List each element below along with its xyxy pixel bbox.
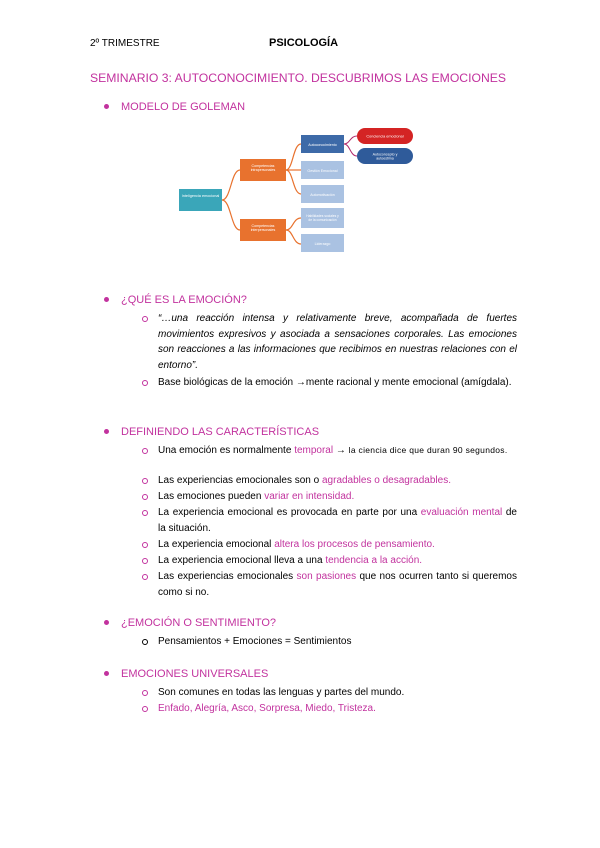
item-highlight: variar en intensidad. xyxy=(264,491,355,502)
section-que-es xyxy=(104,294,247,306)
bullet-icon xyxy=(104,671,109,676)
bullet-icon xyxy=(104,620,109,625)
tag-autoconcepto-label: Autoconcepto y autoestima xyxy=(372,152,398,161)
quote-text: “…una reacción intensa y relativamente breve, acompañada de fuertes movimientos expresivos y asociada a sensaciones corporales. Las emociones son reacciones a las informaciones que recibimos en nuestras relaciones con el entorno”. xyxy=(158,313,517,371)
item-highlight: tendencia a la acción. xyxy=(325,555,423,566)
list-item xyxy=(142,375,517,391)
circle-bullet-icon xyxy=(142,574,148,580)
node-intrapersonal-label: Competencias intrapersonales xyxy=(250,164,276,173)
item-text: La experiencia emocional xyxy=(158,539,275,550)
circle-bullet-icon xyxy=(142,639,148,645)
circle-bullet-icon xyxy=(142,558,148,564)
item-note: la ciencia dice que duran 90 segundos. xyxy=(348,445,508,455)
node-autoconocimiento-label: Autoconocimiento xyxy=(308,143,337,147)
section-heading: DEFINIENDO LAS CARACTERÍSTICAS xyxy=(121,426,320,438)
circle-bullet-icon xyxy=(142,510,148,516)
node-interpersonal-label: Competencias interpersonales xyxy=(250,224,276,233)
circle-bullet-icon xyxy=(142,316,148,322)
page-title: SEMINARIO 3: AUTOCONOCIMIENTO. DESCUBRIMOS LAS EMOCIONES xyxy=(90,71,507,85)
circle-bullet-icon xyxy=(142,494,148,500)
section-heading: EMOCIONES UNIVERSALES xyxy=(121,668,269,680)
item-highlight: agradables o desagradables. xyxy=(321,475,451,486)
item-text: Base biológicas de la emoción →mente racional y mente emocional (amígdala). xyxy=(158,377,512,388)
header-subject: PSICOLOGÍA xyxy=(269,37,339,49)
list-item xyxy=(142,569,517,600)
circle-bullet-icon xyxy=(142,478,148,484)
goleman-diagram xyxy=(176,126,422,260)
list-item xyxy=(142,685,517,701)
circle-bullet-icon xyxy=(142,690,148,696)
list-item xyxy=(142,537,517,553)
item-text: de la situación. xyxy=(158,507,517,534)
header-term: 2º TRIMESTRE xyxy=(90,38,160,49)
bullet-icon xyxy=(104,429,109,434)
item-text: La experiencia emocional lleva a una xyxy=(158,555,326,566)
item-text: Las experiencias emocionales xyxy=(158,571,297,582)
node-root xyxy=(179,189,222,211)
bullet-icon xyxy=(104,297,109,302)
list-item xyxy=(142,473,517,489)
section-emocion-sentimiento xyxy=(104,617,276,629)
section-heading: ¿EMOCIÓN O SENTIMIENTO? xyxy=(121,617,277,629)
circle-bullet-icon xyxy=(142,448,148,454)
list-item xyxy=(142,701,517,717)
section-goleman xyxy=(104,101,245,113)
node-automotivacion-label: Automotivación xyxy=(310,193,335,197)
item-text: que nos ocurren tanto si queremos como si no. xyxy=(158,571,517,598)
item-highlight: son pasiones xyxy=(296,571,357,582)
item-highlight: evaluación mental xyxy=(420,507,503,518)
bullet-icon xyxy=(104,104,109,109)
item-text: Las emociones pueden xyxy=(158,491,265,502)
tag-conciencia-label: Conciencia emocional xyxy=(366,134,404,139)
section-heading: ¿QUÉ ES LA EMOCIÓN? xyxy=(121,294,247,306)
circle-bullet-icon xyxy=(142,380,148,386)
list-item xyxy=(142,553,517,569)
item-text: Las experiencias emocionales son o xyxy=(158,475,322,486)
section-heading: MODELO DE GOLEMAN xyxy=(121,101,246,113)
item-text: Pensamientos + Emociones = Sentimientos xyxy=(158,636,352,647)
arrow-text: → xyxy=(333,445,349,456)
node-root-label: Inteligencia emocional xyxy=(181,194,220,198)
item-text: Enfado, Alegría, Asco, Sorpresa, Miedo, Tristeza. xyxy=(158,703,376,714)
item-highlight: altera los procesos de pensamiento. xyxy=(274,539,435,550)
item-highlight: temporal xyxy=(294,445,334,456)
item-text: Una emoción es normalmente xyxy=(158,445,295,456)
item-text: La experiencia emocional es provocada en parte por una xyxy=(158,507,421,518)
list-item xyxy=(142,489,517,505)
node-gestion-label: Gestión Emocional xyxy=(307,169,338,173)
list-item xyxy=(142,634,517,650)
list-item xyxy=(142,505,517,536)
list-item xyxy=(142,311,517,373)
section-caracteristicas xyxy=(104,426,319,438)
node-habilidades-label: Habilidades sociales y de la comunicación xyxy=(306,214,339,222)
section-emociones-universales xyxy=(104,668,268,680)
list-item xyxy=(142,443,517,459)
item-text: Son comunes en todas las lenguas y partes del mundo. xyxy=(158,687,405,698)
circle-bullet-icon xyxy=(142,542,148,548)
node-liderazgo-label: Liderazgo xyxy=(314,242,331,246)
circle-bullet-icon xyxy=(142,706,148,712)
